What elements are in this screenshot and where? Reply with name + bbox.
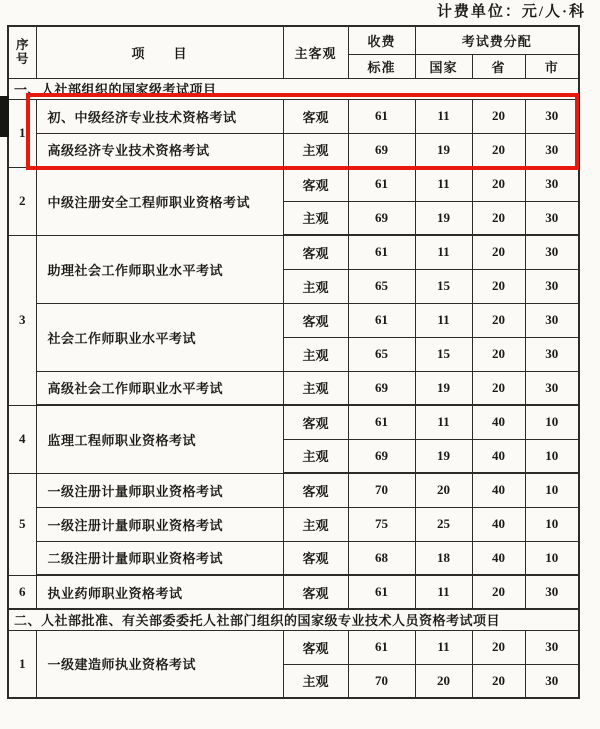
fee-standard-cell: 70 [348,473,415,507]
unit-label: 计费单位：元/人·科 [436,4,586,20]
subjectivity-cell: 主观 [283,201,348,235]
project-cell: 一级注册计量师职业资格考试 [36,473,283,507]
province-share-cell: 20 [472,630,525,664]
subjectivity-cell: 客观 [283,303,348,337]
header-city: 市 [525,54,579,78]
header-distribution: 考试费分配 [415,26,579,54]
province-share-cell: 20 [472,133,525,167]
fee-standard-cell: 61 [348,303,415,337]
province-share-cell: 20 [472,235,525,269]
province-share-cell: 20 [472,664,525,698]
serial-cell: 1 [8,630,36,698]
project-cell: 二级注册计量师职业资格考试 [36,541,283,575]
subjectivity-cell: 客观 [283,575,348,609]
table-row [8,541,579,575]
subjectivity-cell: 主观 [283,507,348,541]
serial-cell: 4 [8,405,36,473]
province-share-cell: 20 [472,269,525,303]
fee-standard-cell: 61 [348,575,415,609]
city-share-cell: 10 [525,541,579,575]
fee-standard-cell: 61 [348,405,415,439]
table-row [8,507,579,541]
national-share-cell: 11 [415,630,472,664]
table-row [8,235,579,269]
section-title: 二、人社部批准、有关部委委托人社部门组织的国家级专业技术人员资格考试项目 [8,609,579,630]
city-share-cell: 30 [525,575,579,609]
national-share-cell: 20 [415,664,472,698]
fee-standard-cell: 70 [348,664,415,698]
subjectivity-cell: 主观 [283,439,348,473]
header-fee-standard: 标准 [348,54,415,78]
header-serial-line2: 号 [15,52,29,67]
national-share-cell: 11 [415,235,472,269]
province-share-cell: 40 [472,473,525,507]
province-share-cell: 20 [472,575,525,609]
fee-standard-cell: 68 [348,541,415,575]
table-body [8,78,579,698]
subjectivity-cell: 主观 [283,371,348,405]
subjectivity-cell: 主观 [283,664,348,698]
fee-standard-cell: 69 [348,439,415,473]
subjectivity-cell: 客观 [283,235,348,269]
header-national: 国家 [415,54,472,78]
national-share-cell: 15 [415,269,472,303]
subjectivity-cell: 客观 [283,405,348,439]
city-share-cell: 30 [525,337,579,371]
table-row [8,405,579,439]
subjectivity-cell: 主观 [283,133,348,167]
fee-standard-cell: 61 [348,235,415,269]
project-cell: 执业药师职业资格考试 [36,575,283,609]
national-share-cell: 20 [415,473,472,507]
province-share-cell: 40 [472,405,525,439]
table-row [8,99,579,133]
national-share-cell: 15 [415,337,472,371]
fee-standard-cell: 61 [348,167,415,201]
table-row [8,167,579,201]
subjectivity-cell: 客观 [283,99,348,133]
province-share-cell: 20 [472,167,525,201]
serial-cell: 2 [8,167,36,235]
table-row [8,133,579,167]
project-cell: 高级社会工作师职业水平考试 [36,371,283,405]
fee-standard-cell: 69 [348,133,415,167]
city-share-cell: 10 [525,439,579,473]
national-share-cell: 25 [415,507,472,541]
national-share-cell: 19 [415,201,472,235]
fee-standard-cell: 69 [348,201,415,235]
project-cell: 社会工作师职业水平考试 [36,303,283,371]
province-share-cell: 20 [472,201,525,235]
subjectivity-cell: 客观 [283,541,348,575]
city-share-cell: 30 [525,630,579,664]
project-cell: 助理社会工作师职业水平考试 [36,235,283,303]
subjectivity-cell: 主观 [283,337,348,371]
national-share-cell: 11 [415,405,472,439]
project-cell: 一级注册计量师职业资格考试 [36,507,283,541]
province-share-cell: 20 [472,371,525,405]
project-cell: 一级建造师执业资格考试 [36,630,283,698]
subjectivity-cell: 客观 [283,630,348,664]
serial-cell: 5 [8,473,36,575]
city-share-cell: 30 [525,371,579,405]
table-row [8,303,579,337]
section-title: 一、人社部组织的国家级考试项目 [8,78,579,99]
national-share-cell: 11 [415,303,472,337]
province-share-cell: 40 [472,541,525,575]
fee-standard-cell: 61 [348,630,415,664]
project-cell: 高级经济专业技术资格考试 [36,133,283,167]
header-fee: 收费 [348,26,415,54]
fee-standard-cell: 61 [348,99,415,133]
national-share-cell: 19 [415,133,472,167]
table-row [8,575,579,609]
header-project: 项 目 [36,26,283,78]
national-share-cell: 18 [415,541,472,575]
project-cell: 初、中级经济专业技术资格考试 [36,99,283,133]
city-share-cell: 30 [525,99,579,133]
city-share-cell: 30 [525,664,579,698]
table-header [8,26,579,78]
serial-cell: 1 [8,99,36,167]
national-share-cell: 11 [415,575,472,609]
city-share-cell: 10 [525,473,579,507]
header-serial-line1: 序 [15,37,29,52]
fee-table [7,25,580,699]
city-share-cell: 30 [525,167,579,201]
city-share-cell: 30 [525,235,579,269]
national-share-cell: 11 [415,99,472,133]
national-share-cell: 19 [415,371,472,405]
serial-cell: 3 [8,235,36,405]
city-share-cell: 10 [525,405,579,439]
section-row [8,78,579,99]
fee-standard-cell: 69 [348,371,415,405]
subjectivity-cell: 客观 [283,167,348,201]
province-share-cell: 40 [472,507,525,541]
fee-standard-cell: 75 [348,507,415,541]
project-cell: 中级注册安全工程师职业资格考试 [36,167,283,235]
province-share-cell: 20 [472,303,525,337]
header-subjectivity: 主客观 [283,26,348,78]
province-share-cell: 40 [472,439,525,473]
city-share-cell: 30 [525,269,579,303]
province-share-cell: 20 [472,337,525,371]
national-share-cell: 19 [415,439,472,473]
header-province: 省 [472,54,525,78]
table-row [8,371,579,405]
national-share-cell: 11 [415,167,472,201]
city-share-cell: 30 [525,133,579,167]
header-serial [8,26,36,78]
table-row [8,630,579,664]
table-row [8,473,579,507]
project-cell: 监理工程师职业资格考试 [36,405,283,473]
city-share-cell: 30 [525,201,579,235]
city-share-cell: 30 [525,303,579,337]
subjectivity-cell: 主观 [283,269,348,303]
fee-standard-cell: 65 [348,337,415,371]
subjectivity-cell: 客观 [283,473,348,507]
city-share-cell: 10 [525,507,579,541]
serial-cell: 6 [8,575,36,609]
section-row [8,609,579,630]
fee-standard-cell: 65 [348,269,415,303]
province-share-cell: 20 [472,99,525,133]
